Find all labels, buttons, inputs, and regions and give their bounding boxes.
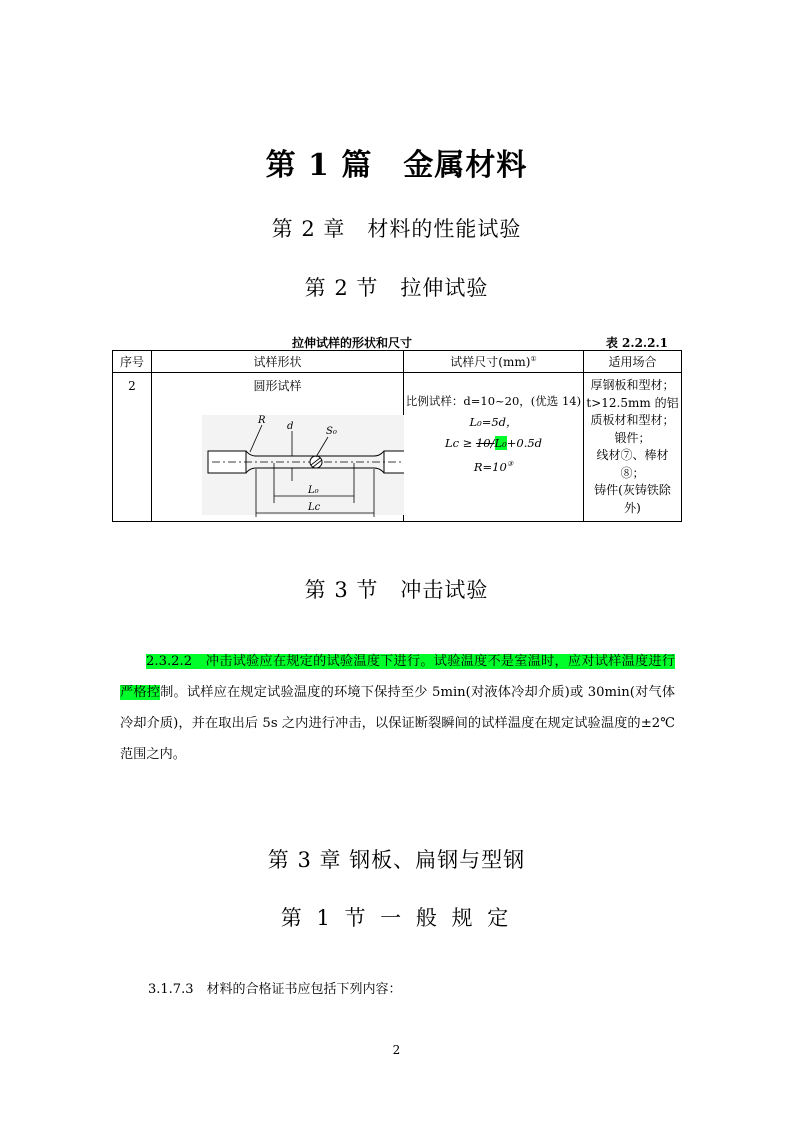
label-R: R [258, 415, 266, 426]
dims-struck-text: 10/ [475, 436, 495, 450]
row-index: 2 [113, 373, 152, 522]
round-specimen-figure [152, 397, 404, 517]
section-title-impact: 第 3 节 冲击试验 [304, 578, 489, 602]
scope-line-3: 质板材和型材； [590, 413, 675, 427]
table-title: 拉伸试样的形状和尺寸 [291, 336, 412, 350]
row-dims [404, 373, 584, 522]
dims-line-4-note: ③ [506, 460, 514, 468]
dims-highlight: L₀ [494, 436, 507, 450]
dims-line-3 [404, 433, 583, 454]
scope-line-1: 厚钢板和型材； [590, 378, 675, 392]
header-note: ① [530, 355, 537, 363]
scope-line-2: t>12.5mm 的铝 [586, 395, 679, 410]
header-scope: 适用场合 [584, 351, 682, 373]
table-header-row [113, 351, 682, 373]
scope-line-7: 外) [624, 500, 641, 515]
label-S0: S₀ [326, 426, 337, 437]
chapter-3-title: 第 3 章 钢板、扁钢与型钢 [267, 848, 526, 872]
paragraph-2-3-2-2 [120, 646, 675, 770]
header-dims-label: 试样尺寸(mm) [450, 355, 531, 369]
table-row [113, 373, 682, 522]
row-scope [584, 373, 682, 522]
specimen-table [112, 350, 682, 522]
header-index: 序号 [113, 351, 152, 373]
paragraph-highlight: 2.3.2.2 冲击试验应在规定的试验温度下进行。试验温度不是室温时，应对试样温度进行严格控 [120, 654, 675, 700]
dims-line-2: L₀=5d， [469, 415, 518, 429]
chapter-title: 第 2 章 材料的性能试验 [271, 217, 522, 241]
part-title: 第 1 篇 金属材料 [265, 148, 528, 183]
dims-line-4-text: R=10 [473, 459, 507, 474]
scope-line-5: 线材⑦、棒材⑧； [596, 448, 669, 480]
section-title: 第 2 节 拉伸试验 [304, 276, 489, 300]
header-shape: 试样形状 [152, 351, 404, 373]
shape-label: 圆形试样 [253, 379, 302, 393]
table-number: 表 2.2.2.1 [605, 336, 668, 350]
label-d: d [287, 421, 294, 432]
table-caption [112, 334, 680, 350]
scope-line-4: 锻件； [614, 430, 651, 445]
dims-line-3-b: +0.5d [506, 436, 543, 450]
header-dims [404, 351, 584, 373]
scope-line-6: 铸件(灰铸铁除 [594, 483, 671, 497]
dims-line-4 [404, 454, 583, 478]
paragraph-rest: 制。试样应在规定试验温度的环境下保持至少 5min(对液体冷却介质)或 30min(对气体冷却介质)，并在取出后 5s 之内进行冲击，以保证断裂瞬间的试样温度在规定试验温度的±2℃范围之内。 [120, 685, 676, 762]
clause-3-1-7-3: 3.1.7.3 材料的合格证书应包括下列内容： [148, 982, 402, 997]
label-L0: L₀ [308, 485, 319, 496]
chapter-3-section-1-title: 第 1 节 一 般 规 定 [280, 906, 513, 930]
page-number: 2 [392, 1043, 401, 1057]
label-Lc: Lc [308, 502, 321, 513]
dims-line-3-a: Lc ≥ [444, 436, 476, 450]
dims-line-1: 比例试样：d=10~20，(优选 14) [405, 394, 582, 408]
row-shape [152, 373, 404, 522]
